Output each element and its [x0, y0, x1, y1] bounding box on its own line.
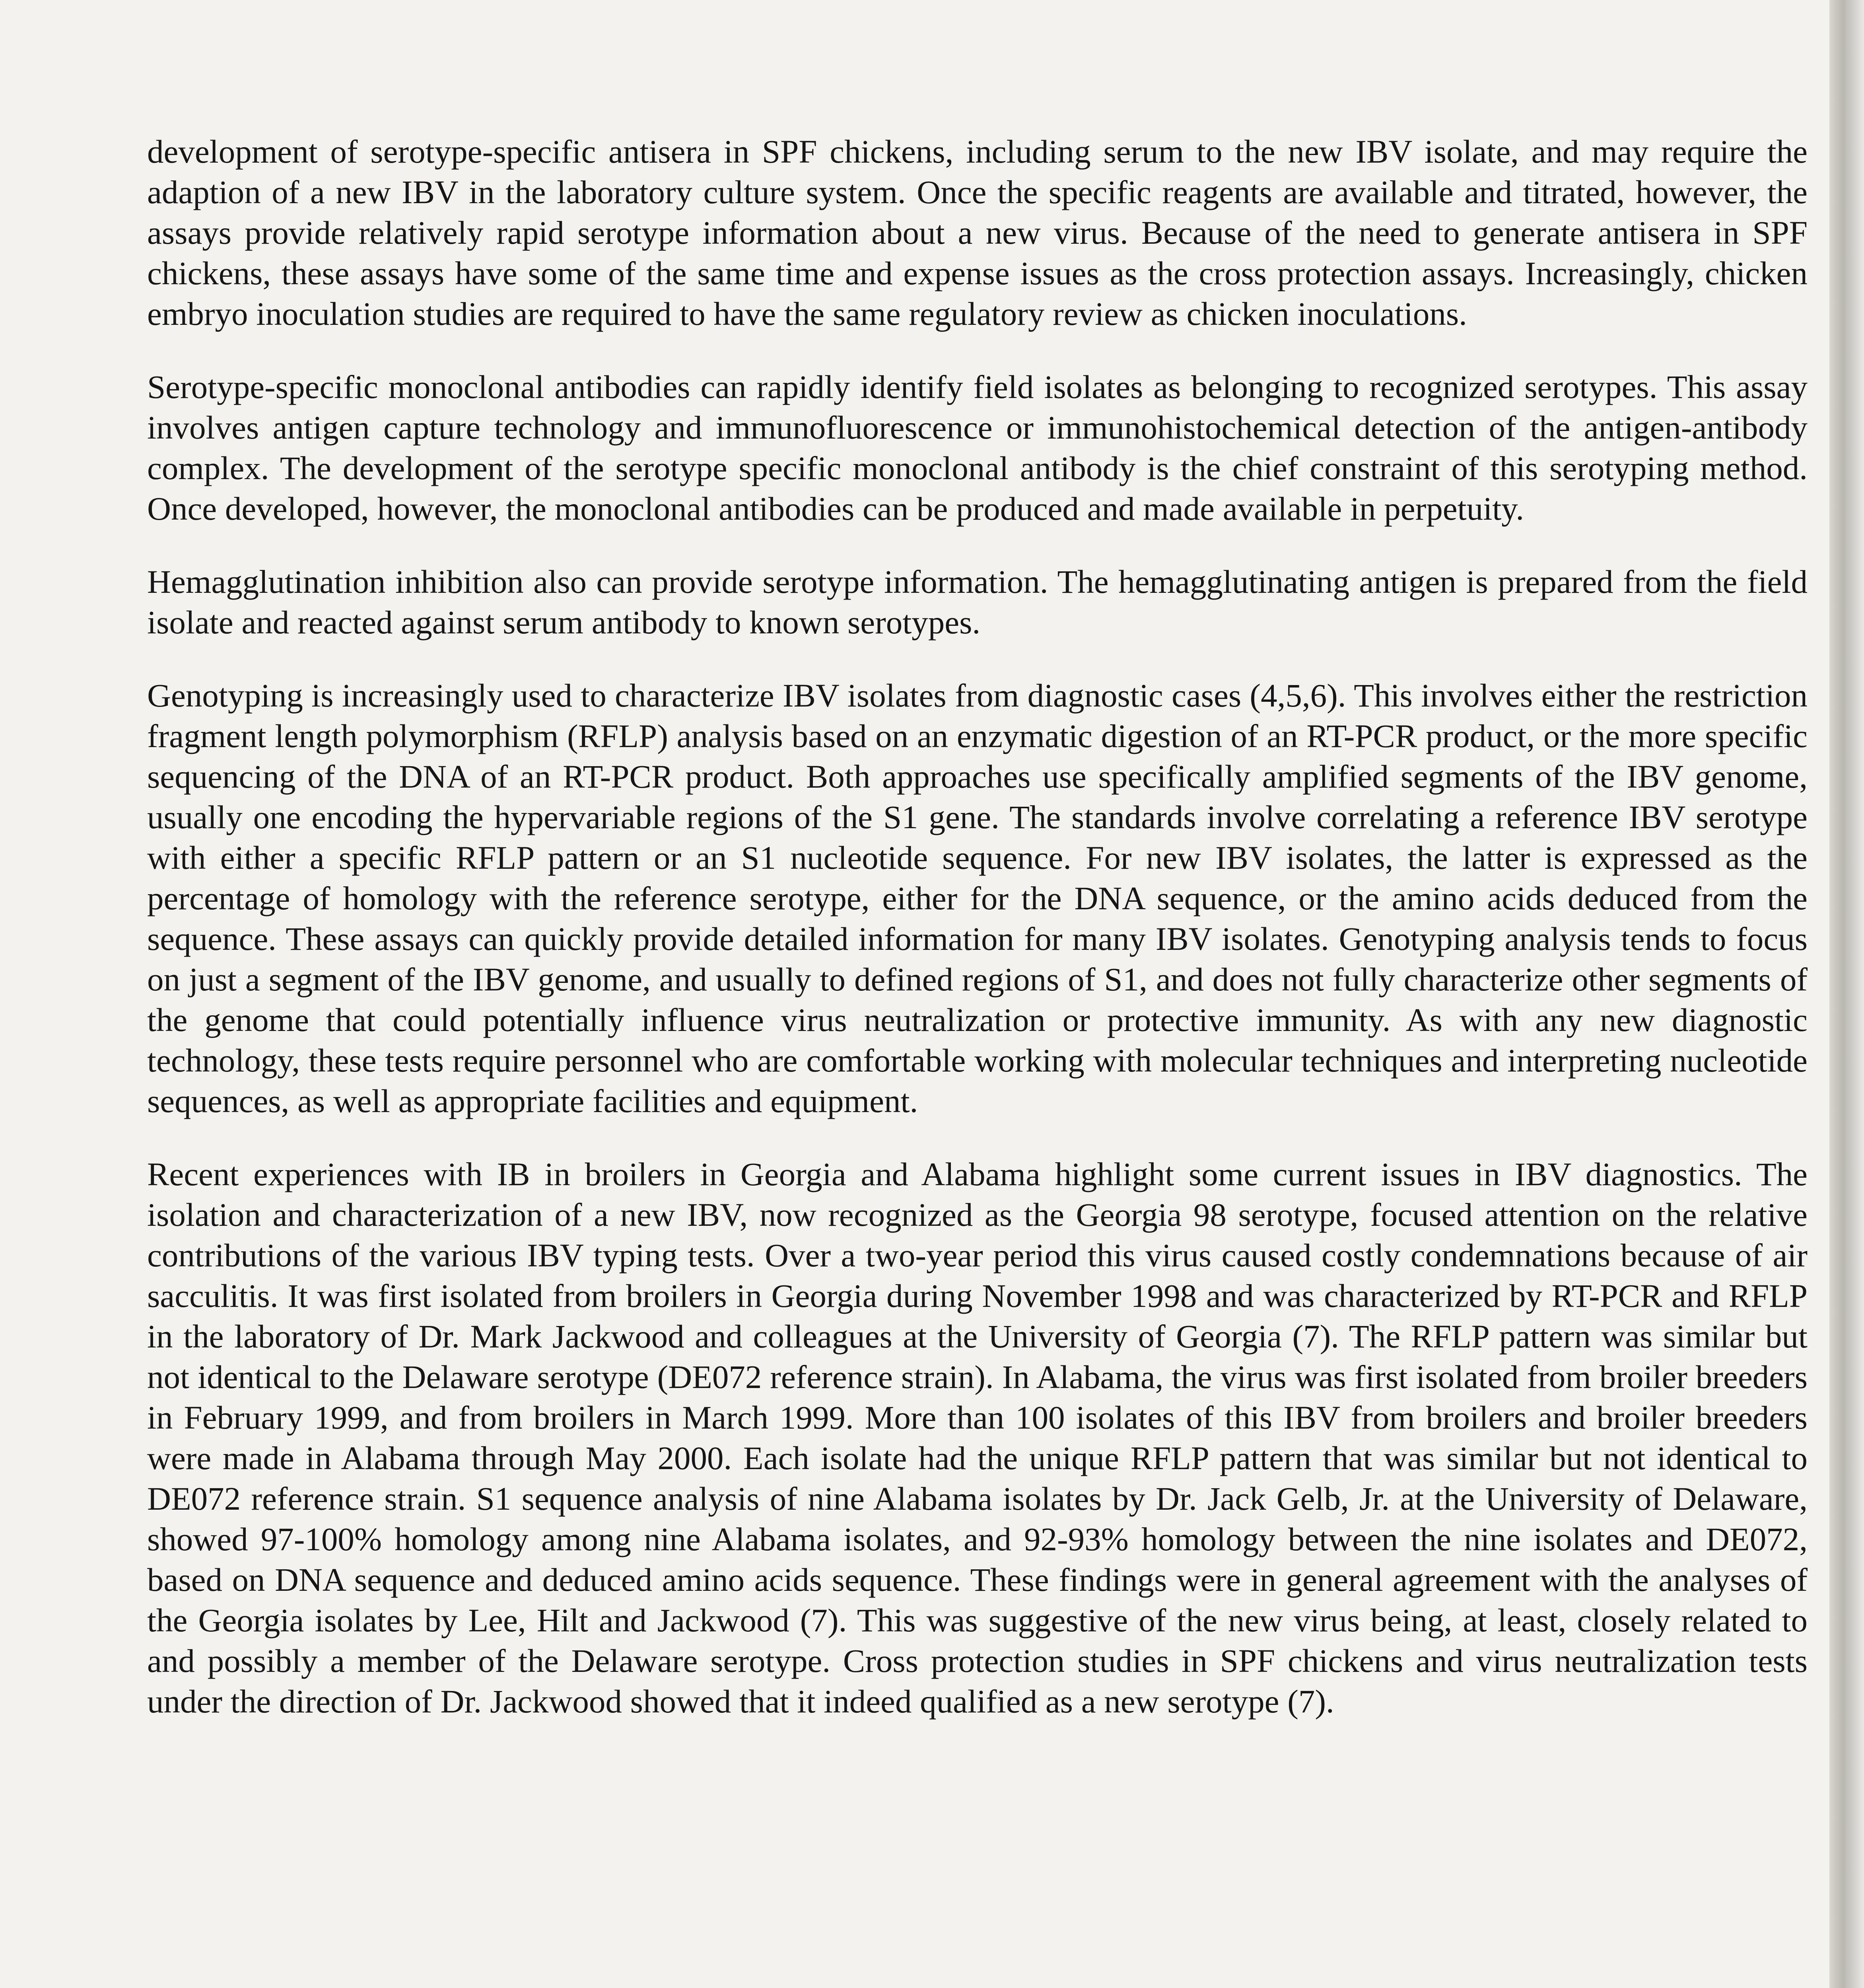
body-text — [147, 131, 1808, 1754]
paragraph-hemagglutination: Hemagglutination inhibition also can provide serotype information. The hemagglutinating antigen is prepared from the field isolate and reacted against serum antibody to known serotypes. — [147, 563, 1808, 641]
paragraph-recent-experiences: Recent experiences with IB in broilers in Georgia and Alabama highlight some current issues in IBV diagnostics. The isolation and characterization of a new IBV, now recognized as the Georgia 98 serotype, focused attention on the relative contributions of the various IBV typing tests. Over a two-year period this virus caused costly condemnations because of air sacculitis. It was first isolated from broilers in Georgia during November 1998 and was characterized by RT-PCR and RFLP in the laboratory of Dr. Mark Jackwood and colleagues at the University of Georgia (7). The RFLP pattern was similar but not identical to the Delaware serotype (DE072 reference strain). In Alabama, the virus was first isolated from broiler breeders in February 1999, and from broilers in March 1999. More than 100 isolates of this IBV from broilers and broiler breeders were made in Alabama through May 2000. Each isolate had the unique RFLP pattern that was similar but not identical to DE072 reference strain. S1 sequence analysis of nine Alabama isolates by Dr. Jack Gelb, Jr. at the University of Delaware, showed 97-100% homology among nine Alabama isolates, and 92-93% homology between the nine isolates and DE072, based on DNA sequence and deduced amino acids sequence. These findings were in general agreement with the analyses of the Georgia isolates by Lee, Hilt and Jackwood (7). This was suggestive of the new virus being, at least, closely related to and possibly a member of the Delaware serotype. Cross protection studies in SPF chickens and virus neutralization tests under the direction of Dr. Jackwood showed that it indeed qualified as a new serotype (7). — [147, 1156, 1808, 1720]
paragraph-antisera: development of serotype-specific antisera in SPF chickens, including serum to the new IBV isolate, and may require the adaption of a new IBV in the laboratory culture system. Once the specific reagents are available and titrated, however, the assays provide relatively rapid serotype information about a new virus. Because of the need to generate antisera in SPF chickens, these assays have some of the same time and expense issues as the cross protection assays. Increasingly, chicken embryo inoculation studies are required to have the same regulatory review as chicken inoculations. — [147, 133, 1808, 332]
paragraph-genotyping: Genotyping is increasingly used to characterize IBV isolates from diagnostic cases (4,5,6). This involves either the restriction fragment length polymorphism (RFLP) analysis based on an enzymatic digestion of an RT-PCR product, or the more specific sequencing of the DNA of an RT-PCR product. Both approaches use specifically amplified segments of the IBV genome, usually one encoding the hypervariable regions of the S1 gene. The standards involve correlating a reference IBV serotype with either a specific RFLP pattern or an S1 nucleotide sequence. For new IBV isolates, the latter is expressed as the percentage of homology with the reference serotype, either for the DNA sequence, or the amino acids deduced from the sequence. These assays can quickly provide detailed information for many IBV isolates. Genotyping analysis tends to focus on just a segment of the IBV genome, and usually to defined regions of S1, and does not fully characterize other segments of the genome that could potentially influence virus neutralization or protective immunity. As with any new diagnostic technology, these tests require personnel who are comfortable working with molecular techniques and interpreting nucleotide sequences, as well as appropriate facilities and equipment. — [147, 677, 1808, 1119]
page-edge-shadow — [1829, 0, 1864, 1988]
paragraph-monoclonal-antibodies: Serotype-specific monoclonal antibodies can rapidly identify field isolates as belonging to recognized serotypes. This assay involves antigen capture technology and immunofluorescence or immunohistochemical detection of the antigen-antibody complex. The development of the serotype specific monoclonal antibody is the chief constraint of this serotyping method. Once developed, however, the monoclonal antibodies can be produced and made available in perpetuity. — [147, 369, 1808, 527]
